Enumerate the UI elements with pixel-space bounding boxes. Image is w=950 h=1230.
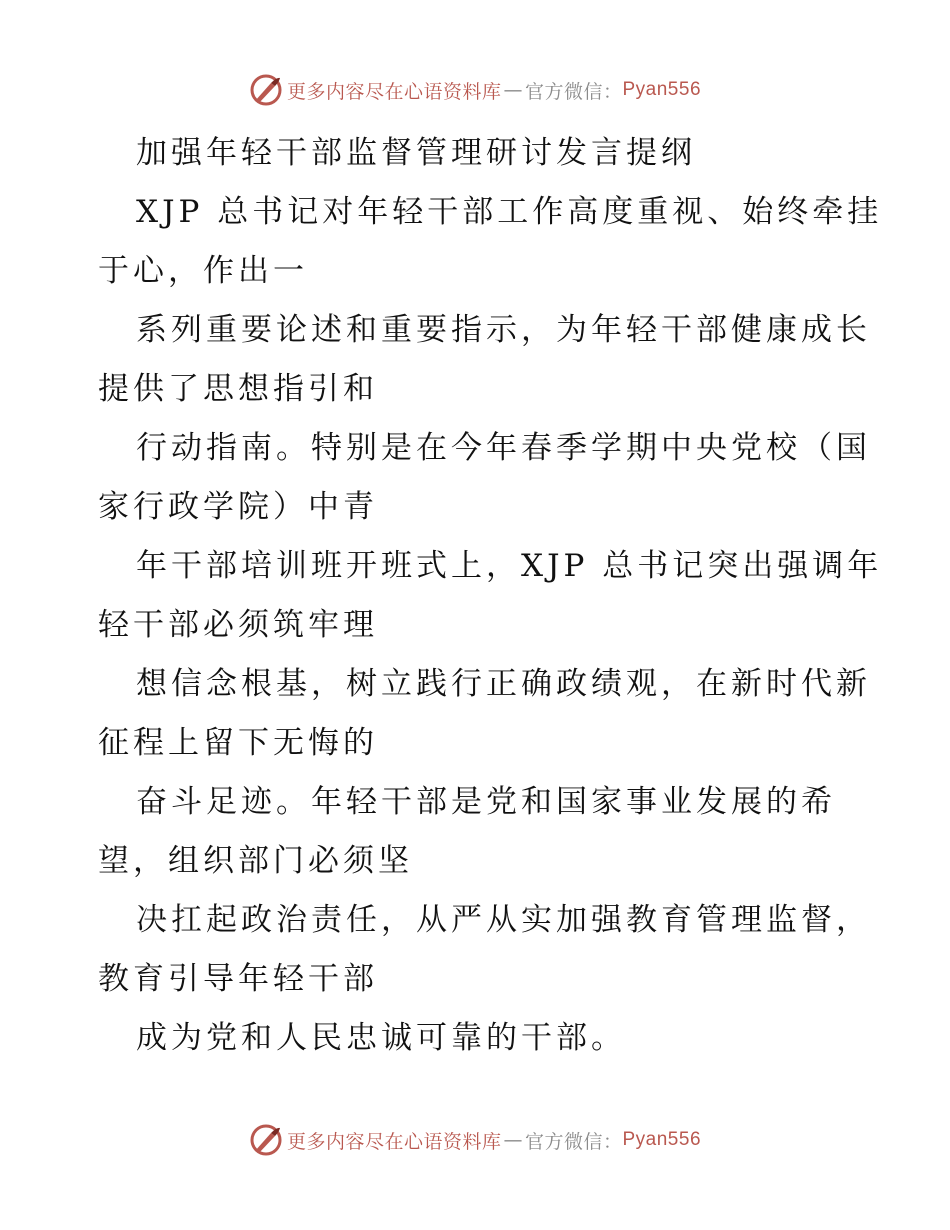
paragraph-line: 望，组织部门必须坚: [98, 843, 413, 879]
header-site-text: 更多内容尽在心语资料库: [286, 80, 502, 103]
header-banner: [0, 70, 950, 110]
paragraph-line: 教育引导年轻干部: [98, 961, 378, 997]
paragraph-line: 家行政学院）中青: [98, 489, 378, 525]
paragraph-line: 想信念根基，树立践行正确政绩观，在新时代新: [136, 666, 871, 702]
paragraph-line: 提供了思想指引和: [98, 371, 378, 407]
footer-wechat-label: 官方微信：: [524, 1130, 623, 1153]
document-title: 加强年轻干部监督管理研讨发言提纲: [136, 135, 696, 171]
footer-separator: —: [503, 1129, 523, 1151]
header-wechat-id: Pyan556: [622, 79, 702, 100]
header-separator: —: [503, 79, 523, 101]
footer-site-text: 更多内容尽在心语资料库: [286, 1130, 502, 1153]
footer-wechat-id: Pyan556: [622, 1129, 702, 1150]
quill-pen-icon: [249, 73, 283, 107]
paragraph-line: XJP 总书记对年轻干部工作高度重视、始终牵挂: [136, 194, 883, 230]
footer-banner: [0, 1120, 950, 1160]
paragraph-line: 奋斗足迹。年轻干部是党和国家事业发展的希: [136, 784, 836, 820]
paragraph-line: 成为党和人民忠诚可靠的干部。: [136, 1020, 626, 1056]
paragraph-line: 征程上留下无悔的: [98, 725, 378, 761]
paragraph-line: 系列重要论述和重要指示，为年轻干部健康成长: [136, 312, 871, 348]
quill-pen-icon: [249, 1123, 283, 1157]
paragraph-line: 年干部培训班开班式上，XJP 总书记突出强调年: [136, 548, 883, 584]
paragraph-line: 于心，作出一: [98, 253, 308, 289]
paragraph-line: 行动指南。特别是在今年春季学期中央党校（国: [136, 430, 871, 466]
paragraph-line: 决扛起政治责任，从严从实加强教育管理监督，: [136, 902, 871, 938]
paragraph-line: 轻干部必须筑牢理: [98, 607, 378, 643]
document-body: [98, 124, 883, 1068]
header-wechat-label: 官方微信：: [524, 80, 623, 103]
